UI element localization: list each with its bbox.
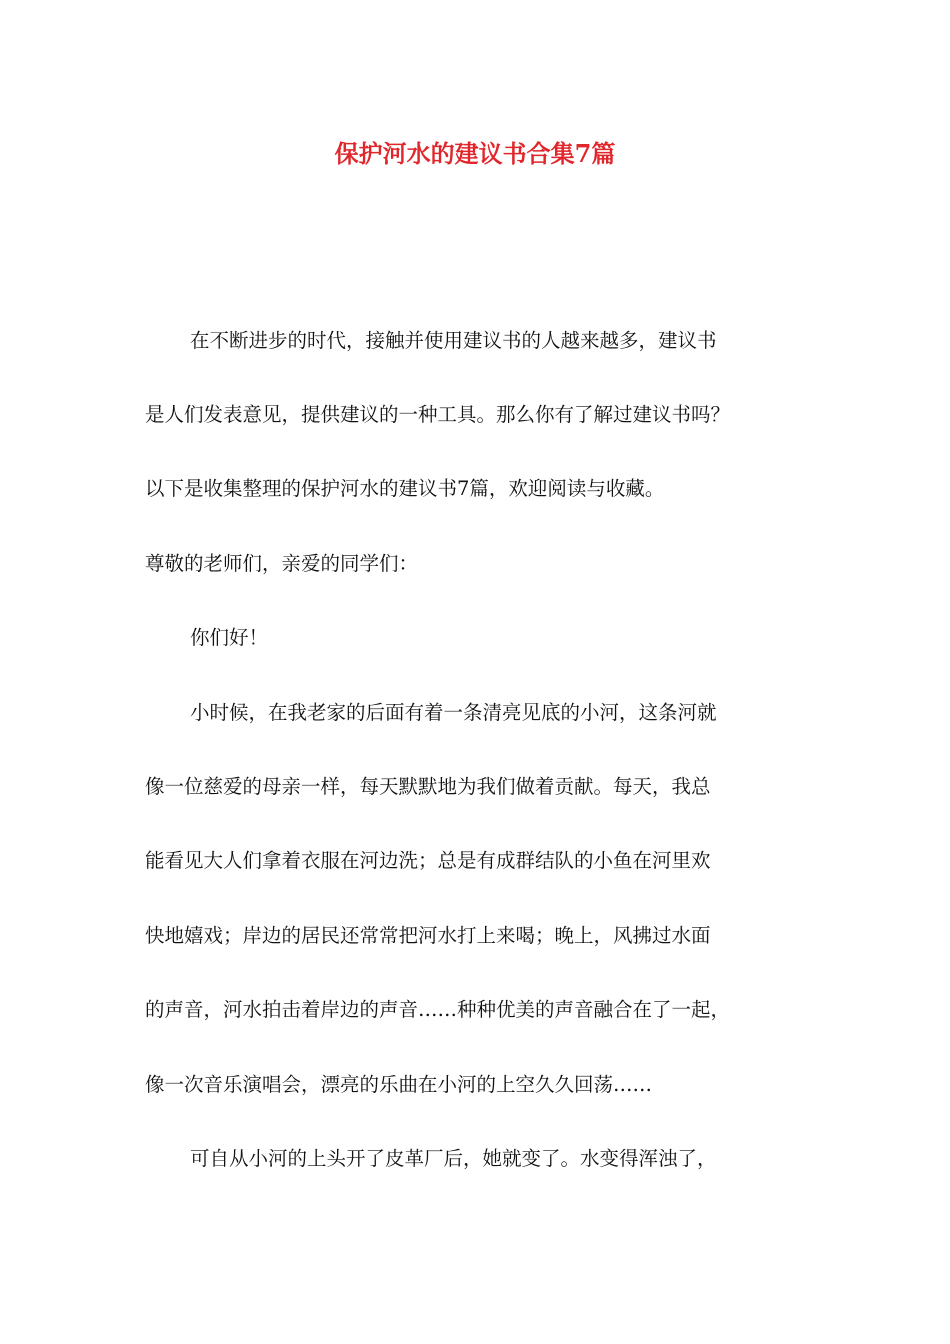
paragraph-line: 小时候，在我老家的后面有着一条清亮见底的小河，这条河就 [190,701,717,724]
paragraph-line: 可自从小河的上头开了皮革厂后，她就变了。水变得浑浊了， [190,1147,717,1170]
paragraph-line: 像一次音乐演唱会，漂亮的乐曲在小河的上空久久回荡…… [145,1073,653,1096]
paragraph-line: 快地嬉戏；岸边的居民还常常把河水打上来喝；晚上，风拂过水面 [145,924,711,947]
paragraph-line: 像一位慈爱的母亲一样，每天默默地为我们做着贡献。每天，我总 [145,775,711,798]
paragraph-line: 在不断进步的时代，接触并使用建议书的人越来越多，建议书 [190,329,717,352]
salutation-line: 尊敬的老师们，亲爱的同学们： [145,552,419,575]
document-title: 保护河水的建议书合集7篇 [334,139,616,168]
paragraph-line: 是人们发表意见，提供建议的一种工具。那么你有了解过建议书吗？ [145,403,731,426]
greeting-line: 你们好！ [190,626,269,649]
paragraph-line: 以下是收集整理的保护河水的建议书7篇，欢迎阅读与收藏。 [145,477,665,500]
paragraph-line: 的声音，河水拍击着岸边的声音……种种优美的声音融合在了一起， [145,998,731,1021]
paragraph-line: 能看见大人们拿着衣服在河边洗；总是有成群结队的小鱼在河里欢 [145,849,711,872]
